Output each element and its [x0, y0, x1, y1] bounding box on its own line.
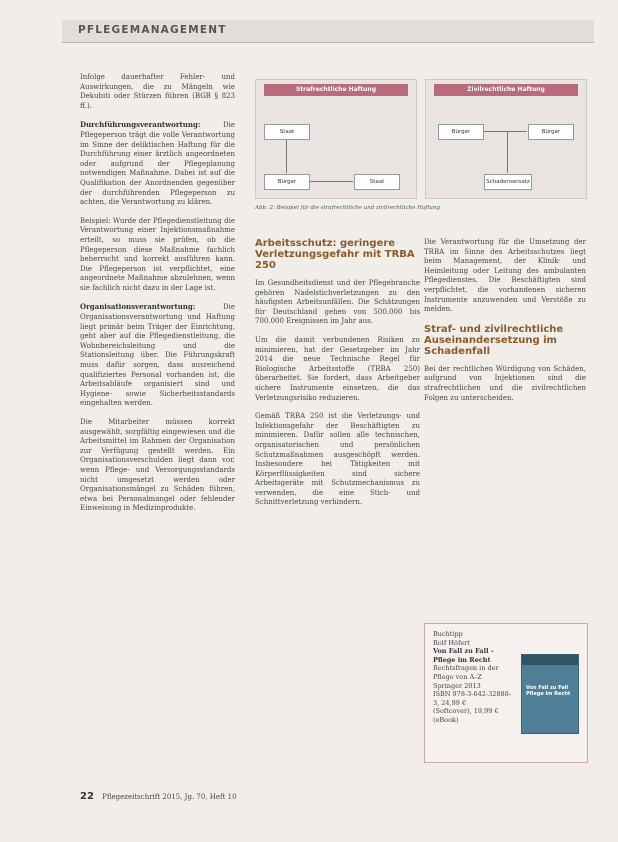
figure-haftung [255, 79, 590, 214]
paragraph: Infolge dauerhafter Fehler- und Auswirkungen, die zu Mängeln wie Dekubiti oder Stürzen führen (BGB § 823 ff.). [80, 73, 235, 110]
book-ebook: (Softcover), 19,99 € (eBook) [433, 707, 499, 724]
book-title: Von Fall zu Fall – Pflege im Recht [433, 647, 495, 664]
column-right [424, 238, 586, 412]
paragraph [80, 120, 235, 207]
diagram-box: Schadensersatz [484, 174, 532, 190]
column-left [80, 73, 235, 523]
section-heading: Arbeitsschutz: geringere Verletzungsgefahr mit TRBA 250 [255, 238, 415, 271]
panel-zivilrecht [425, 79, 587, 199]
paragraph: Bei der rechtlichen Würdigung von Schäden, aufgrund von Injektionen sind die strafrechtlichen und die zivilrechtlichen Folgen zu unterscheiden. [424, 364, 586, 402]
paragraph [80, 302, 235, 409]
diagram-box: Staat [264, 124, 310, 140]
page-number: 22 [80, 791, 94, 802]
figure-caption: Abb. 2: Beispiel für die strafrechtliche und zivilrechtliche Haftung [255, 205, 441, 211]
book-details: Rechtsfragen in der Pflege von A–Z Springer 2013 [433, 664, 499, 690]
paragraph: Im Gesundheitsdienst und der Pflegebranche gehören Nadelstichverletzungen zu den häufigsten Arbeitsunfällen. Die Schätzungen für Deutschland gehen von 500.000 bis 700.000 Ereignissen im Jahr aus. [255, 279, 420, 326]
diagram-box: Bürger [264, 174, 310, 190]
paragraph-lead: Organisationsverantwortung: [80, 302, 196, 312]
paragraph: Um die damit verbundenen Risiken zu minimieren, hat der Gesetzgeber im Jahr 2014 die neue Technische Regel für Biologische Arbeitsstoffe (TRBA 250) überarbeitet. Sie fordert, dass Arbeitgeber sichere Instrumente einsetzen, die das Verletzungsrisiko reduzieren. [255, 335, 420, 402]
connector [484, 131, 527, 132]
panel-title: Strafrechtliche Haftung [264, 84, 408, 96]
cover-title: Von Fall zu Fall Pflege im Recht [526, 685, 571, 697]
panel-strafrecht [255, 79, 417, 199]
diagram-box: Bürger [438, 124, 484, 140]
paragraph: Die Mitarbeiter müssen korrekt ausgewählt, sorgfältig eingewiesen und die Arbeitsmittel im Rahmen der Organisation zur Verfügung gestellt werden. Ein Organisationsverschulden liegt dann vor, wenn Pflege- und Versorgungsstandards nicht umgesetzt werden oder Organisationsmängel zu Schäden führen, etwa bei Personalmangel oder fehlender Einweisung in Medizinprodukte. [80, 418, 235, 513]
book-tip-box [424, 623, 588, 763]
book-isbn: ISBN 978-3-642-32888-3, 24,99 € [433, 690, 511, 707]
diagram-box: Bürger [528, 124, 574, 140]
cover-band [522, 655, 578, 665]
book-cover-image [521, 654, 579, 734]
journal-reference: Pflegezeitschrift 2015, Jg. 70, Heft 10 [102, 793, 237, 801]
column-middle [255, 238, 420, 517]
book-label: Buchtipp [433, 630, 463, 638]
paragraph-lead: Durchführungsverantwortung: [80, 120, 201, 130]
connector [286, 140, 287, 173]
panel-title: Zivilrechtliche Haftung [434, 84, 578, 96]
section-title: PFLEGEMANAGEMENT [78, 24, 227, 36]
diagram-box: Staat [354, 174, 400, 190]
section-heading: Straf- und zivilrechtliche Auseinandersetzung im Schadenfall [424, 323, 564, 357]
paragraph: Beispiel: Wurde der Pflegedienstleitung die Verantwortung einer Injektionsmaßnahme erteilt, so muss sie prüfen, ob die Pflegeperson diese Maßnahme fachlich beherrscht und korrekt ausführen kann. Die Pflegeperson ist verpflichtet, eine angeordnete Maßnahme abzulehnen, wenn sie fachlich nicht dazu in der Lage ist. [80, 216, 235, 292]
page-footer [80, 791, 237, 802]
book-info [433, 630, 513, 725]
paragraph: Gemäß TRBA 250 ist die Verletzungs- und Infektionsgefahr der Beschäftigten zu minimieren. Dafür sollen alle technischen, organisatorischen und persönlichen Schutzmaßnahmen ausgeschöpft werden. Insbesondere bei Tätigkeiten mit Körperflüssigkeiten sind sichere Arbeitsgeräte mit Schutzmechanismus zu verwenden, die eine Stich- und Schnittverletzung verhindern. [255, 412, 420, 507]
connector [507, 132, 508, 173]
book-author: Rolf Höfert [433, 638, 470, 647]
running-header [62, 20, 594, 43]
paragraph-text: Die Pflegeperson trägt die volle Verantwortung im Sinne der deliktischen Haftung für die Durchführung einer ärztlich angeordneten oder aufgrund der Pflegeplanung notwendigen Maßnahme. Dabei ist auf die Qualifikation der Anordnenden gegenüber der durchführenden Pflegeperson zu achten, die Verantwortung zu klären. [80, 121, 235, 207]
paragraph-text: Die Organisationsverantwortung und Haftung liegt primär beim Träger der Einrichtung, geht aber auf die Pflegedienstleitung, die Wohnbereichsleitung und die Stationsleitung über. Die Führungskraft muss dafür sorgen, dass ausreichend qualifiziertes Personal vorhanden ist, die Arbeitsabläufe organisiert sind und Hygiene- sowie Sicherheitsstandards eingehalten werden. [80, 303, 235, 408]
connector [310, 181, 353, 182]
paragraph: Die Verantwortung für die Umsetzung der TRBA im Sinne des Arbeitsschutzes liegt beim Management, der Klinik- und Heimleitung oder Leitung des ambulanten Pflegedienstes. Die Beschäftigten sind verpflichtet, die vorhandenen sicheren Instrumente anzuwenden und Verstöße zu melden. [424, 238, 586, 314]
